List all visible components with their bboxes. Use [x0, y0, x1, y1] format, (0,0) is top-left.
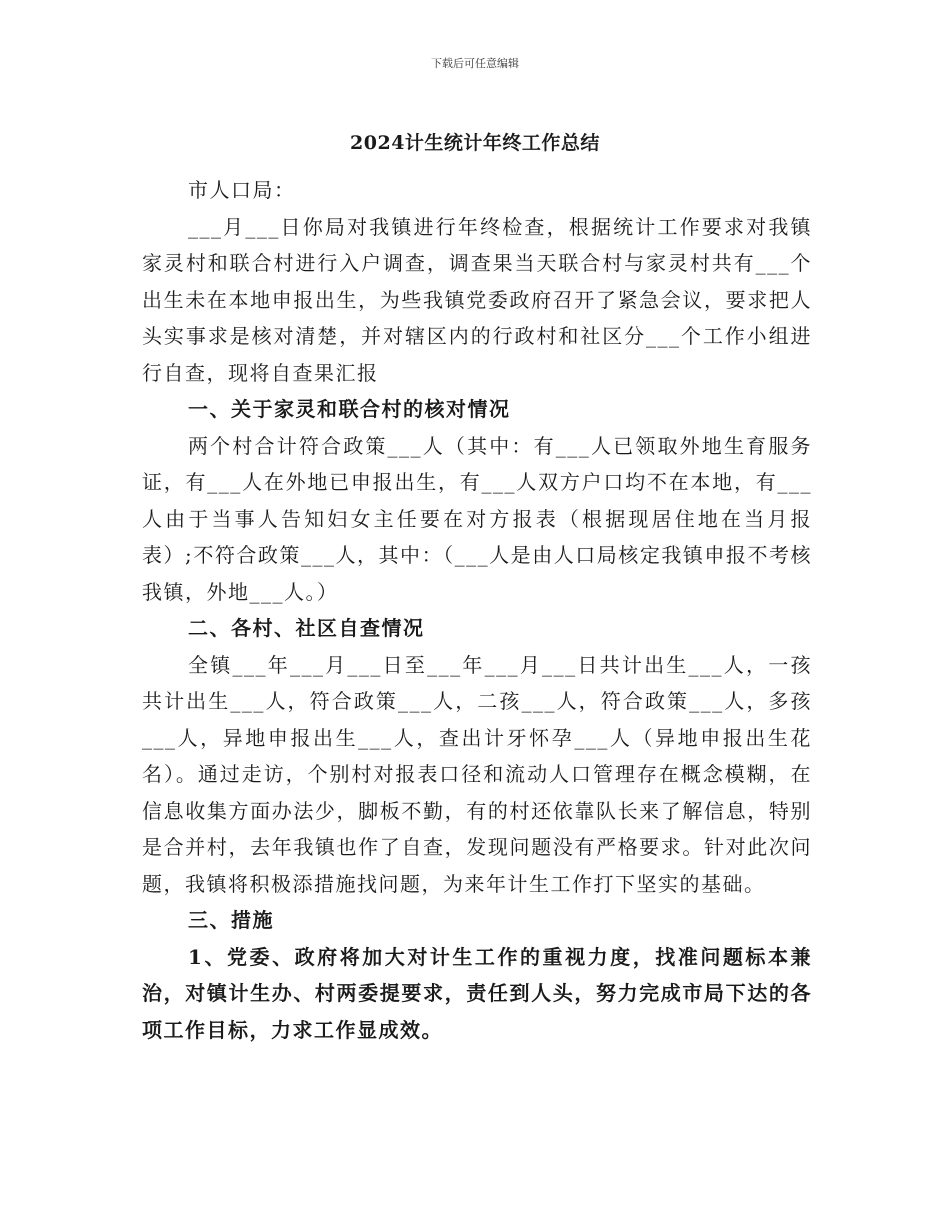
section-2-paragraph: 全镇___年___月___日至___年___月___日共计出生___人，一孩共计出生___人，符合政策___人，二孩___人，符合政策___人，多孩___人，异地申报出生___人，查出计牙怀孕___人（异地申报出生花名）。通过走访，个别村对报表口径和流动人口管理存在概念模糊，在信息收集方面办法少，脚板不勤，有的村还依靠队长来了解信息，特别是合并村，去年我镇也作了自查，发现问题没有严格要求。针对此次问题，我镇将积极添措施找问题，为来年计生工作打下坚实的基础。 — [142, 652, 812, 896]
document-body — [142, 172, 812, 1048]
document-title: 2024计生统计年终工作总结 — [350, 132, 600, 154]
intro-paragraph: ___月___日你局对我镇进行年终检查，根据统计工作要求对我镇家灵村和联合村进行入户调查，调查果当天联合村与家灵村共有___个出生未在本地申报出生，为些我镇党委政府召开了紧急会议，要求把人头实事求是核对清楚，并对辖区内的行政村和社区分___个工作小组进行自查，现将自查果汇报 — [142, 214, 812, 385]
measure-paragraph-1: 1、党委、政府将加大对计生工作的重视力度，找准问题标本兼治，对镇计生办、村两委提要求，责任到人头，努力完成市局下达的各项工作目标，力求工作显成效。 — [142, 944, 812, 1042]
section-heading-2: 二、各村、社区自查情况 — [188, 616, 425, 640]
page-header-note: 下载后可任意编辑 — [431, 57, 519, 70]
section-heading-1: 一、关于家灵和联合村的核对情况 — [188, 397, 511, 421]
salutation: 市人口局： — [188, 178, 296, 202]
section-heading-3: 三、措施 — [188, 908, 274, 932]
section-1-paragraph: 两个村合计符合政策___人（其中：有___人已领取外地生育服务证，有___人在外地已申报出生，有___人双方户口均不在本地，有___人由于当事人告知妇女主任要在对方报表（根据现居住地在当月报表）;不符合政策___人，其中：（___人是由人口局核定我镇申报不考核我镇，外地___人。） — [142, 433, 812, 604]
